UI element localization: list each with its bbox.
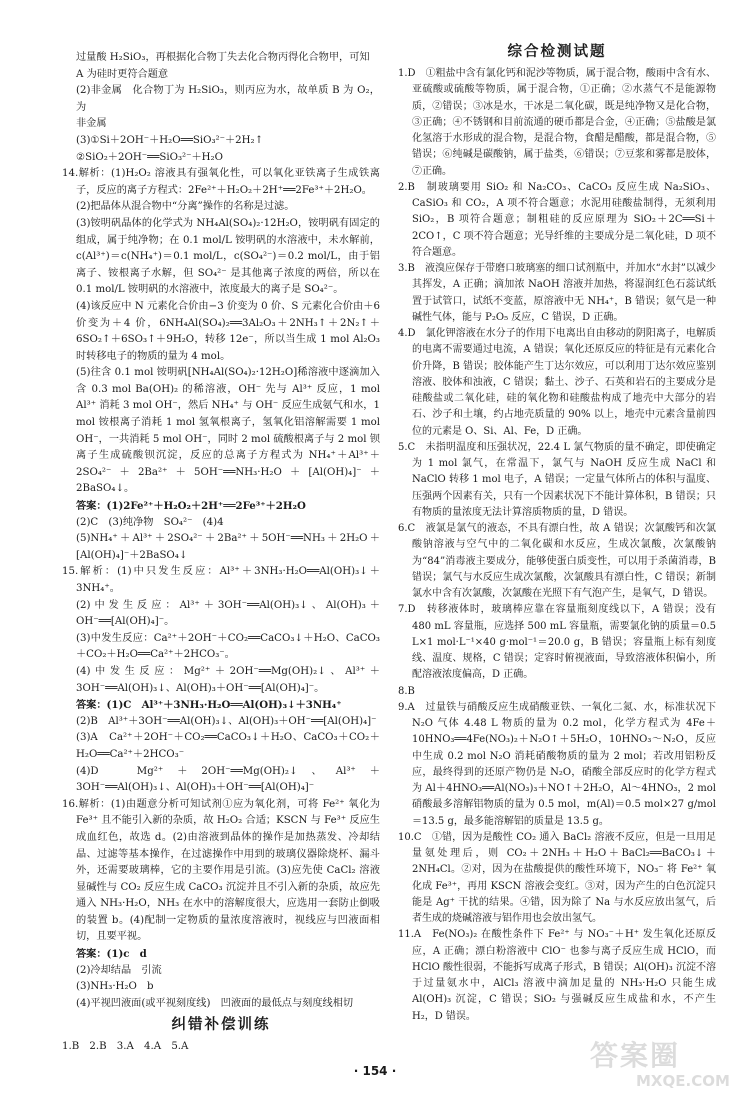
paragraph: (2)中发生反应：Al³⁺＋3OH⁻══Al(OH)₃↓、Al(OH)₃＋OH⁻══[Al(OH)₄]⁻。 [76, 599, 380, 628]
paragraph: (4)该反应中 N 元素化合价由−3 价变为 0 价、S 元素化合价由＋6 价变为＋4 价，6NH₄Al(SO₄)₂══3Al₂O₃＋2NH₃↑＋2N₂↑＋6SO₂↑＋6SO₃↑＋9H₂O，转移 12e⁻，所以当生成 1 mol Al₂O₃ 时转移电子的物质的量为 4 mol。 [76, 300, 380, 362]
right-column [398, 44, 716, 1025]
paragraph: 1.D ①粗盐中含有氯化钙和泥沙等物质，属于混合物，酸雨中含有水、亚硫酸或硫酸等物质，属于混合物，①正确；②水蒸气不是能源物质，②错误；③冰是水，干冰是二氧化碳，既是纯净物又是化合物，③正确；④不锈钢和目前流通的硬币都是合金，④正确；⑤盐酸是氯化氢溶于水形成的混合物，是混合物，食醋是醋酸，都是混合物，⑤错误；⑥纯碱是碳酸钠，属于盐类，⑥错误；⑦豆浆和雾都是胶体，⑦正确。 [398, 68, 716, 177]
watermark-logo-text: 答案圈 [590, 1039, 681, 1072]
paragraph: (4)中发生反应：Mg²⁺＋2OH⁻══Mg(OH)₂↓、Al³⁺＋3OH⁻══Al(OH)₃↓、Al(OH)₃＋OH⁻══[Al(OH)₄]⁻。 [76, 665, 380, 694]
right-column-text [398, 66, 716, 1025]
paragraph: 5.C 未指明温度和压强状况，22.4 L 氯气物质的量不确定，即使确定为 1 mol 氯气，在常温下，氯气与 NaOH 反应生成 NaCl 和 NaClO 转移 1 mol 电子，A 错误；一定量气体所占的体积与温度、压强两个因素有关，只有一个因素状况下不能计算体积，B 错误；只有物质的量浓度无法计算溶质物质的量，D 错误。 [398, 441, 716, 518]
paragraph: 9.A 过量铁与硝酸反应生成硝酸亚铁、一氧化二氮、水，标准状况下 N₂O 气体 4.48 L 物质的量为 0.2 mol，化学方程式为 4Fe＋10HNO₃══4Fe(NO₃)₂＋N₂O↑＋5H₂O，10HNO₃～N₂O，反应中生成 0.2 mol N₂O 消耗硝酸物质的量为 2 mol；若改用铝粉反应，最终得到的还原产物仍是 N₂O，硝酸全部反应时的化学方程式为 Al＋4HNO₃══Al(NO₃)₃＋NO↑＋2H₂O，Al～4HNO₃，2 mol 硝酸最多溶解铝物质的量为 0.5 mol，m(Al)＝0.5 mol×27 g/mol＝13.5 g，最多能溶解铝的质量是 13.5 g。 [398, 701, 716, 827]
site-watermark [590, 1040, 740, 1092]
paragraph: (3)中发生反应：Ca²⁺＋2OH⁻＋CO₂══CaCO₃↓＋H₂O、CaCO₃＋CO₂＋H₂O══Ca²⁺＋2HCO₃⁻。 [76, 632, 380, 661]
paragraph: 14.解析：(1)H₂O₂ 溶液具有强氧化性，可以氧化亚铁离子生成铁离子，反应的离子方程式：2Fe²⁺＋H₂O₂＋2H⁺══2Fe³⁺＋2H₂O。 [62, 168, 380, 196]
paragraph: 4.D 氯化钾溶液在水分子的作用下电离出自由移动的阴阳离子，电解质的电离不需要通过电流，A 错误；氧化还原反应的特征是有元素化合价升降，B 错误；胶体能产生丁达尔效应，可以利用丁达尔效应鉴别溶液、胶体和浊液，C 错误；黏土、沙子、石英和岩石的主要成分是硅酸盐或二氧化硅，硅的氧化物和硅酸盐构成了地壳中大部分的岩石、沙子和土壤，约占地壳质量的 90% 以上，地壳中元素含量前四位的元素是 O、Si、Al、Fe，D 正确。 [398, 328, 716, 437]
paragraph: (2)B Al³⁺＋3OH⁻══Al(OH)₃↓、Al(OH)₃＋OH⁻══[Al(OH)₄]⁻ [76, 715, 377, 727]
paragraph: 过量酸 H₂SiO₃，再根据化合物丁失去化合物丙得化合物甲，可知 [76, 52, 370, 63]
paragraph: 6.C 液氯是氯气的液态，不具有漂白性，故 A 错误；次氯酸钙和次氯酸钠溶液与空气中的二氧化碳和水反应，生成次氯酸，次氯酸钠为“84”消毒液主要成分，能够使蛋白质变性，可以用于杀菌消毒，B 错误；氯气与水反应生成次氯酸，次氯酸具有漂白性，C 错误；新制氯水中含有次氯酸，次氯酸在光照下有气泡产生，是氧气，D 错误。 [398, 523, 716, 599]
paragraph: (2)把晶体从混合物中“分离”操作的名称是过滤。 [76, 201, 295, 213]
paragraph: (3)铵明矾晶体的化学式为 NH₄Al(SO₄)₂·12H₂O，铵明矾有固定的组成，属于纯净物；在 0.1 mol/L 铵明矾的水溶液中，未水解前，c(Al³⁺)＝c(NH₄⁺)＝0.1 mol/L，c(SO₄²⁻)＝0.2 mol/L，由于铝离子、铵根离子水解，但 SO₄²⁻ 是其他离子浓度的两倍，所以在 0.1 mol/L 铵明矾的水溶液中，浓度最大的离子是 SO₄²⁻。 [76, 217, 380, 296]
answer-key-line: 1.B 2.B 3.A 4.A 5.A [62, 1041, 189, 1053]
paragraph: 答案：(1)c d [76, 948, 147, 961]
paragraph: A 为硅时更符合题意 [76, 68, 169, 80]
paragraph: 16.解析：(1)由题意分析可知试剂①应为氧化剂，可将 Fe²⁺ 氧化为 Fe³⁺ 且不能引入新的杂质，故 H₂O₂ 合适；KSCN 与 Fe³⁺ 反应生成血红色，故选 d。(2)由溶液到晶体的操作是加热蒸发、冷却结晶、过滤等基本操作，在过滤操作中用到的玻璃仪器除烧杯、漏斗外，还需要玻璃棒，它的主要作用是引流。(3)应先使 CaCl₂ 溶液显碱性与 CO₂ 反应生成 CaCO₃ 沉淀并且不引入新的杂质，故应先通入 NH₃·H₂O，NH₃ 在水中的溶解度很大，应选用一套防止倒吸的装置 b。(4)配制一定物质的量浓度溶液时，视线应与凹液面相切，且要平视。 [62, 798, 380, 943]
paragraph: 7.D 转移液体时，玻璃棒应靠在容量瓶刻度线以下，A 错误；没有 480 mL 容量瓶，应选择 500 mL 容量瓶，需要氯化钠的质量＝0.5 L×1 mol·L⁻¹×40 g·mol⁻¹＝20.0 g，B 错误；容量瓶上标有刻度线、温度、规格，C 错误；定容时俯视液面，导致溶液体积偏小，所配溶液浓度偏高，D 正确。 [398, 604, 716, 681]
left-column [62, 50, 380, 1056]
paragraph: (5)往含 0.1 mol 铵明矾[NH₄Al(SO₄)₂·12H₂O]稀溶液中逐滴加入含 0.3 mol Ba(OH)₂ 的稀溶液，OH⁻ 先与 Al³⁺ 反应，1 mol Al³⁺ 消耗 3 mol OH⁻，然后 NH₄⁺ 与 OH⁻ 反应生成氨气和水，1 mol 铵根离子消耗 1 mol 氢氧根离子，氢氧化铝溶解需要 1 mol OH⁻，一共消耗 5 mol OH⁻，同时 2 mol 硫酸根离子与 2 mol 钡离子生成硫酸钡沉淀，反应的总离子方程式为 NH₄⁺＋Al³⁺＋2SO₄²⁻＋2Ba²⁺＋5OH⁻══NH₃·H₂O＋[Al(OH)₄]⁻＋2BaSO₄↓。 [76, 367, 380, 495]
watermark-url: MXQE.COM [636, 1072, 730, 1090]
paragraph: 非金属 [76, 118, 107, 130]
paragraph: (4)平视凹液面(或平视刻度线) 凹液面的最低点与刻度线相切 [76, 997, 354, 1009]
paragraph: 3.B 液溴应保存于带磨口玻璃塞的细口试剂瓶中，并加水“水封”以减少其挥发，A 正确；滴加浓 NaOH 溶液并加热，将湿润红色石蕊试纸置于试管口，试纸不变蓝，原溶液中无 NH₄⁺，B 错误；氨气是一种碱性气体，能与 P₂O₅ 反应，C 错误，D 正确。 [398, 263, 716, 323]
paragraph: (4)D Mg²⁺＋2OH⁻══Mg(OH)₂↓、Al³⁺＋3OH⁻══Al(OH)₃↓、Al(OH)₃＋OH⁻══[Al(OH)₄]⁻ [76, 765, 380, 794]
paragraph: 11.A Fe(NO₃)₂ 在酸性条件下 Fe²⁺ 与 NO₃⁻＋H⁺ 发生氧化还原反应，A 正确；漂白粉溶液中 ClO⁻ 也参与离子反应生成 HClO，而 HClO 酸性很弱，不能拆写成离子形式，B 错误；Al(OH)₃ 沉淀不溶于过量氨水中，AlCl₃ 溶液中滴加足量的 NH₃·H₂O 只能生成 Al(OH)₃ 沉淀，C 错误；SiO₂ 与强碱反应生成盐和水，不产生 H₂，D 错误。 [398, 929, 716, 1022]
paragraph: (2)C (3)纯净物 SO₄²⁻ (4)4 [76, 516, 224, 528]
paragraph: (5)NH₄⁺＋Al³⁺＋2SO₄²⁻＋2Ba²⁺＋5OH⁻══NH₃＋2H₂O＋[Al(OH)₄]⁻＋2BaSO₄↓ [76, 533, 380, 561]
paragraph: 10.C ①错，因为是酸性 CO₂ 通入 BaCl₂ 溶液不反应，但是一旦用足量氨处理后，则 CO₂＋2NH₃＋H₂O＋BaCl₂══BaCO₃↓＋2NH₄Cl。②对，因为在盐酸提供的酸性环境下，NO₃⁻ 将 Fe²⁺ 氧化成 Fe³⁺，再用 KSCN 溶液会变红。③对，因为产生的白色沉淀只能是 Ag⁺ 干扰的结果。④错，因为除了 Na 与水反应放出氢气，后者生成的烧碱溶液与铝作用也会放出氢气。 [398, 831, 716, 924]
section-heading-correction-training: 纠错补偿训练 [171, 1017, 271, 1034]
paragraph: 15.解析：(1)中只发生反应：Al³⁺＋3NH₃·H₂O══Al(OH)₃↓＋3NH₄⁺。 [62, 566, 380, 594]
paragraph: (3)①Si＋2OH⁻＋H₂O══SiO₃²⁻＋2H₂↑ [76, 134, 264, 146]
paragraph: 答案：(1)2Fe²⁺＋H₂O₂＋2H⁺══2Fe³⁺＋2H₂O [76, 500, 306, 513]
paragraph: (2)冷却结晶 引流 [76, 964, 162, 976]
page-number: · 154 · [353, 1064, 397, 1078]
paragraph: 2.B 制玻璃要用 SiO₂ 和 Na₂CO₃、CaCO₃ 反应生成 Na₂SiO₃、CaSiO₃ 和 CO₂，A 项不符合题意；水泥用硅酸盐制得，无须利用 SiO₂，B 项符合题意；制粗硅的反应原理为 SiO₂＋2C══Si＋2CO↑，C 项不符合题意；光导纤维的主要成分是二氧化硅，D 项不符合题意。 [398, 181, 716, 258]
paragraph: 8.B [398, 685, 415, 697]
paragraph: (2)非金属 化合物丁为 H₂SiO₃，则丙应为水，故单质 B 为 O₂，为 [76, 85, 380, 113]
left-column-text [62, 50, 380, 1012]
paragraph: (3)NH₃·H₂O b [76, 981, 154, 993]
paragraph: (3)A Ca²⁺＋2OH⁻＋CO₂══CaCO₃↓＋H₂O、CaCO₃＋CO₂＋H₂O══Ca²⁺＋2HCO₃⁻ [76, 732, 380, 760]
paragraph: ②SiO₂＋2OH⁻══SiO₃²⁻＋H₂O [76, 151, 223, 163]
paragraph: 答案：(1)C Al³⁺＋3NH₃·H₂O══Al(OH)₃↓＋3NH₄⁺ [76, 699, 342, 712]
section-heading-comprehensive-test: 综合检测试题 [507, 44, 607, 60]
